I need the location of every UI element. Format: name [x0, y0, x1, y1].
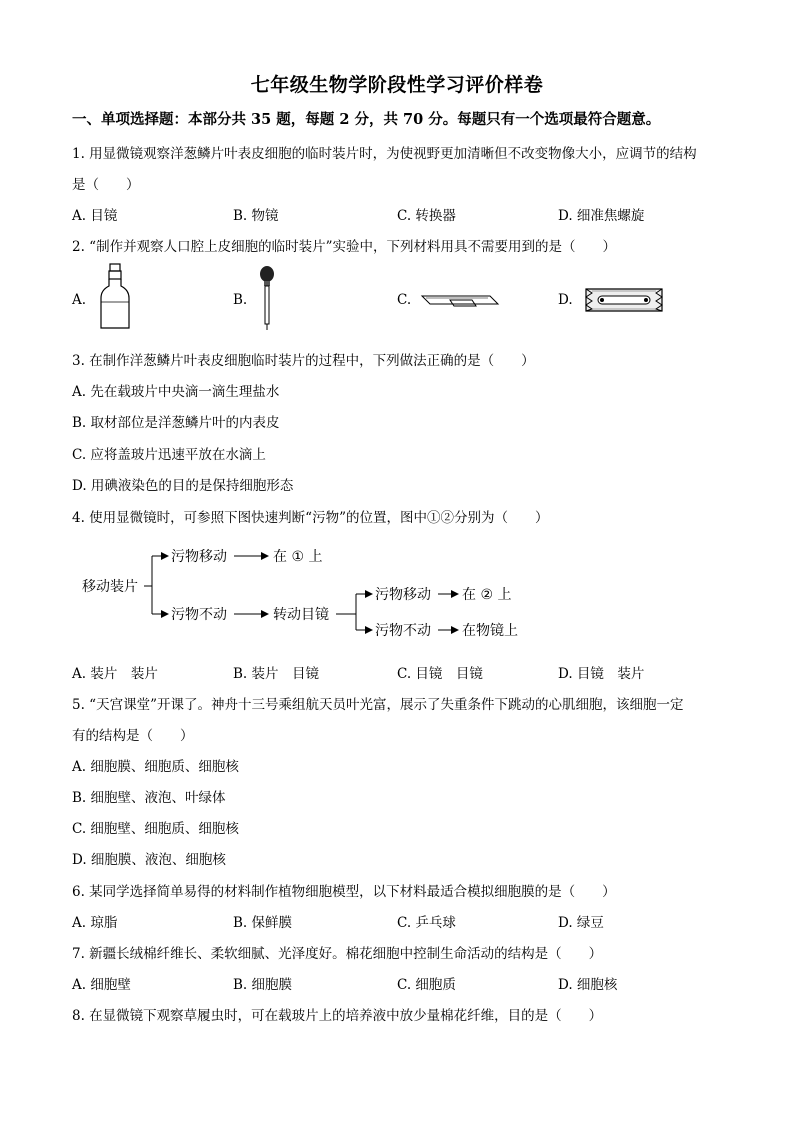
- diagram-still2-label: 污物不动: [375, 623, 431, 639]
- q7-option-d: D. 细胞核: [558, 977, 618, 993]
- diagram-result3-label: 在物镜上: [462, 623, 518, 639]
- dropper-icon: [255, 264, 279, 332]
- glass-slide-icon: [420, 288, 500, 310]
- q7-option-b: B. 细胞膜: [233, 977, 293, 993]
- diagram-root-label: 移动装片: [82, 579, 138, 595]
- q1-option-a: A. 目镜: [72, 208, 118, 224]
- q2-option-d: D.: [558, 292, 573, 308]
- diagram-result2-label: 在 ② 上: [462, 587, 512, 603]
- q7-option-a: A. 细胞壁: [72, 977, 131, 993]
- q8-stem: 8. 在显微镜下观察草履虫时，可在载玻片上的培养液中放少量棉花纤维，目的是（ ）: [72, 1008, 603, 1024]
- diagram-moves-label: 污物移动: [171, 549, 227, 565]
- diagram-moves2-label: 污物移动: [375, 587, 431, 603]
- q5-stem-line2: 有的结构是（ ）: [72, 728, 194, 744]
- diagram-rotate-label: 转动目镜: [273, 607, 329, 623]
- q6-option-b: B. 保鲜膜: [233, 915, 293, 931]
- q6-option-d: D. 绿豆: [558, 915, 604, 931]
- page-title: 七年级生物学阶段性学习评价样卷: [250, 74, 544, 96]
- q6-option-a: A. 琼脂: [72, 915, 118, 931]
- q3-option-d: D. 用碘液染色的目的是保持细胞形态: [72, 478, 294, 494]
- q7-stem: 7. 新疆长绒棉纤维长、柔软细腻、光泽度好。棉花细胞中控制生命活动的结构是（ ）: [72, 946, 603, 962]
- q4-option-d: D. 目镜 装片: [558, 666, 645, 682]
- q5-stem-line1: 5. “天宫课堂”开课了。神舟十三号乘组航天员叶光富，展示了失重条件下跳动的心肌细胞，该细胞一定: [72, 697, 684, 713]
- q3-option-b: B. 取材部位是洋葱鳞片叶的内表皮: [72, 415, 280, 431]
- q5-option-c: C. 细胞壁、细胞质、细胞核: [72, 821, 239, 837]
- q6-stem: 6. 某同学选择简单易得的材料制作植物细胞模型，以下材料最适合模拟细胞膜的是（ ）: [72, 884, 616, 900]
- q1-option-c: C. 转换器: [397, 208, 456, 224]
- q1-stem-line2: 是（ ）: [72, 177, 140, 193]
- contamination-flow-diagram: [72, 538, 552, 648]
- q6-option-c: C. 乒乓球: [397, 915, 456, 931]
- q2-option-c: C.: [397, 292, 412, 308]
- q3-stem: 3. 在制作洋葱鳞片叶表皮细胞临时装片的过程中，下列做法正确的是（ ）: [72, 353, 535, 369]
- diagram-result1-label: 在 ① 上: [273, 549, 323, 565]
- q2-stem: 2. “制作并观察人口腔上皮细胞的临时装片”实验中，下列材料用具不需要用到的是（ ）: [72, 239, 616, 255]
- q1-option-b: B. 物镜: [233, 208, 279, 224]
- q5-option-b: B. 细胞壁、液泡、叶绿体: [72, 790, 226, 806]
- razor-blade-icon: [582, 285, 666, 315]
- reagent-bottle-icon: [95, 262, 135, 334]
- q5-option-d: D. 细胞膜、液泡、细胞核: [72, 852, 226, 868]
- section-heading: 一、单项选择题：本部分共 35 题，每题 2 分，共 70 分。每题只有一个选项最符合题意。: [72, 111, 661, 128]
- q1-option-d: D. 细准焦螺旋: [558, 208, 645, 224]
- q1-stem-line1: 1. 用显微镜观察洋葱鳞片叶表皮细胞的临时装片时，为使视野更加清晰但不改变物像大小，应调节的结构: [72, 146, 697, 162]
- q7-option-c: C. 细胞质: [397, 977, 456, 993]
- q2-option-a: A.: [72, 292, 87, 308]
- q3-option-c: C. 应将盖玻片迅速平放在水滴上: [72, 447, 266, 463]
- q3-option-a: A. 先在载玻片中央滴一滴生理盐水: [72, 384, 280, 400]
- q4-option-a: A. 装片 装片: [72, 666, 158, 682]
- q4-stem: 4. 使用显微镜时，可参照下图快速判断“污物”的位置，图中①②分别为（ ）: [72, 510, 549, 526]
- q5-option-a: A. 细胞膜、细胞质、细胞核: [72, 759, 239, 775]
- q4-option-c: C. 目镜 目镜: [397, 666, 483, 682]
- q2-option-b: B.: [233, 292, 248, 308]
- diagram-still-label: 污物不动: [171, 607, 227, 623]
- q4-option-b: B. 装片 目镜: [233, 666, 320, 682]
